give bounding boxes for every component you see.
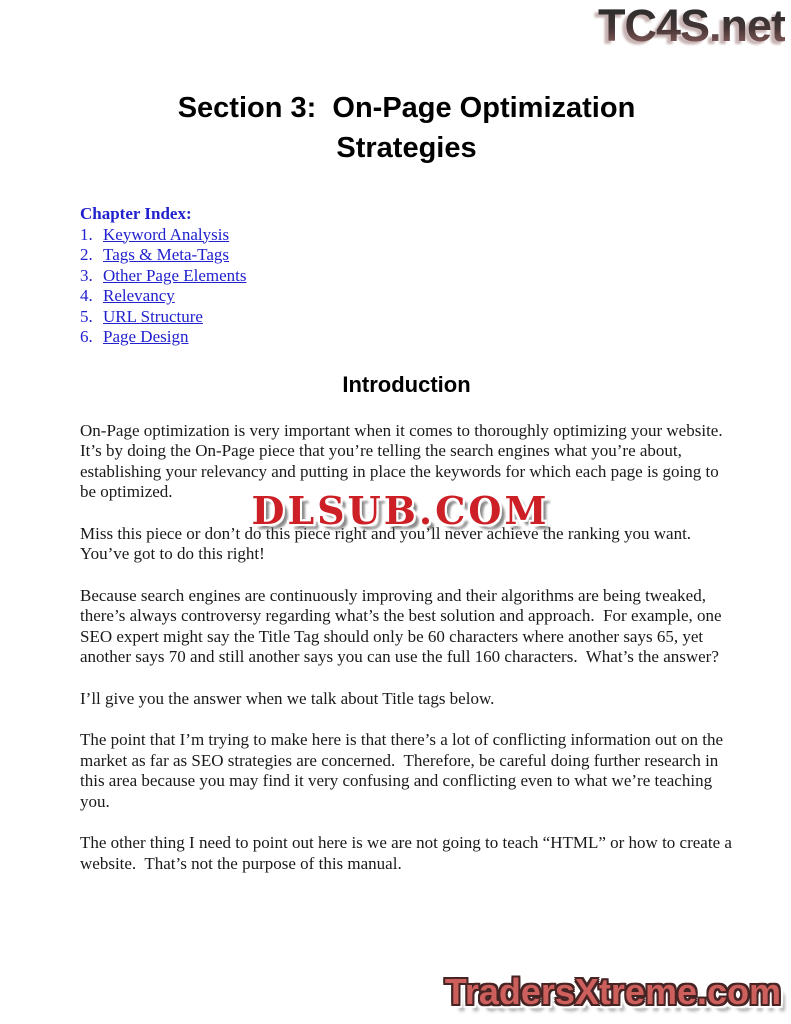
introduction-heading: Introduction [342, 371, 471, 397]
chapter-index-item [80, 307, 791, 328]
chapter-index [80, 204, 791, 348]
chapter-item-number: 6. [80, 327, 93, 346]
chapter-link-relevancy[interactable]: Relevancy [103, 286, 175, 305]
chapter-item-number: 4. [80, 286, 93, 305]
paragraph-1: On-Page optimization is very important when it comes to thoroughly optimizing your website. It’s by doing the On-Page piece that you’re telling the search engines what you’re about, establishing your relevancy and putting in place the keywords for which each page is going to be optimized. [80, 420, 732, 501]
dlsub-watermark: DLSUB.COM [251, 488, 550, 533]
paragraph-6: The other thing I need to point out here is we are not going to teach “HTML” or how to create a website. That’s not the purpose of this manual. [80, 833, 737, 873]
chapter-link-other-page-elements[interactable]: Other Page Elements [103, 265, 247, 285]
paragraph-4: I’ll give you the answer when we talk about Title tags below. [80, 688, 495, 708]
chapter-item-number: 5. [80, 306, 93, 326]
chapter-link-url-structure[interactable]: URL Structure [103, 306, 203, 326]
chapter-index-item [80, 327, 791, 348]
chapter-item-number: 1. [80, 224, 93, 244]
chapter-link-tags-meta-tags[interactable]: Tags & Meta-Tags [103, 245, 230, 264]
tradersxtreme-logo: TradersXtreme.com [444, 971, 781, 1012]
chapter-item-number: 2. [80, 245, 93, 264]
chapter-index-heading: Chapter Index: [80, 204, 192, 223]
chapter-link-keyword-analysis[interactable]: Keyword Analysis [103, 224, 230, 244]
chapter-index-item [80, 245, 791, 266]
chapter-link-page-design[interactable]: Page Design [103, 327, 189, 346]
chapter-index-item [80, 225, 791, 246]
section-title-line2: Strategies [336, 132, 477, 164]
tc4s-logo: TC4S.net [597, 0, 785, 51]
chapter-index-item [80, 266, 791, 287]
section-title [80, 88, 733, 168]
section-title-line1: Section 3: On-Page Optimization [177, 92, 636, 124]
paragraph-3: Because search engines are continuously improving and their algorithms are being tweaked, there’s always controversy regarding what’s the best solution and approach. For example, one SEO expert might say the Title Tag should only be 60 characters where another says 65, yet another says 70 and still another says you can use the full 160 characters. What’s the answer? [80, 585, 726, 666]
chapter-index-item [80, 286, 791, 307]
chapter-item-number: 3. [80, 265, 93, 285]
paragraph-2: Miss this piece or don’t do this piece right and you’ll never achieve the ranking you want. You’ve got to do this right! [80, 523, 699, 563]
paragraph-5: The point that I’m trying to make here is that there’s a lot of conflicting information out on the market as far as SEO strategies are concerned. Therefore, be careful doing further research in this area because you may find it very confusing and conflicting even to what we’re teaching you. [80, 730, 728, 811]
